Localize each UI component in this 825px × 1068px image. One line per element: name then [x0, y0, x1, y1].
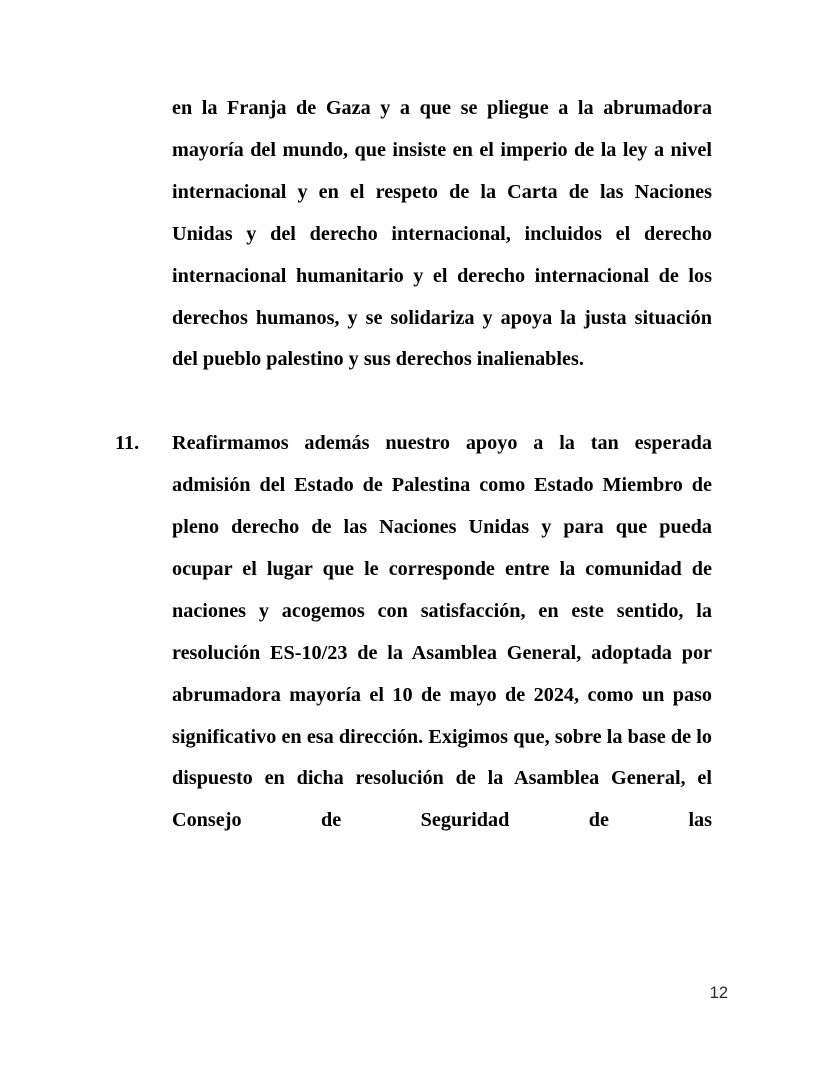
- paragraph-11: [115, 423, 712, 884]
- page-number: 12: [709, 984, 728, 1002]
- paragraph-continued: [115, 88, 712, 381]
- paragraph-text: en la Franja de Gaza y a que se pliegue a la abrumadora mayoría del mundo, que insiste en el imperio de la ley a nivel internacional y en el respeto de la Carta de las Naciones Unidas y del derecho internacional, incluidos el derecho internacional humanitario y el derecho internacional de los derechos humanos, y se solidariza y apoya la justa situación del pueblo palestino y sus derechos inalienables.: [172, 97, 712, 371]
- document-body: [115, 88, 712, 884]
- paragraph-marker-11: 11.: [115, 432, 140, 455]
- paragraph-text: Reafirmamos además nuestro apoyo a la tan esperada admisión del Estado de Palestina como Estado Miembro de pleno derecho de las Naciones Unidas y para que pueda ocupar el lugar que le corresponde entre la comunidad de naciones y acogemos con satisfacción, en este sentido, la resolución ES-10/23 de la Asamblea General, adoptada por abrumadora mayoría el 10 de mayo de 2024, como un paso significativo en esa dirección. Exigimos que, sobre la base de lo dispuesto en dicha resolución de la Asamblea General, el Consejo de Seguridad de las: [172, 432, 712, 832]
